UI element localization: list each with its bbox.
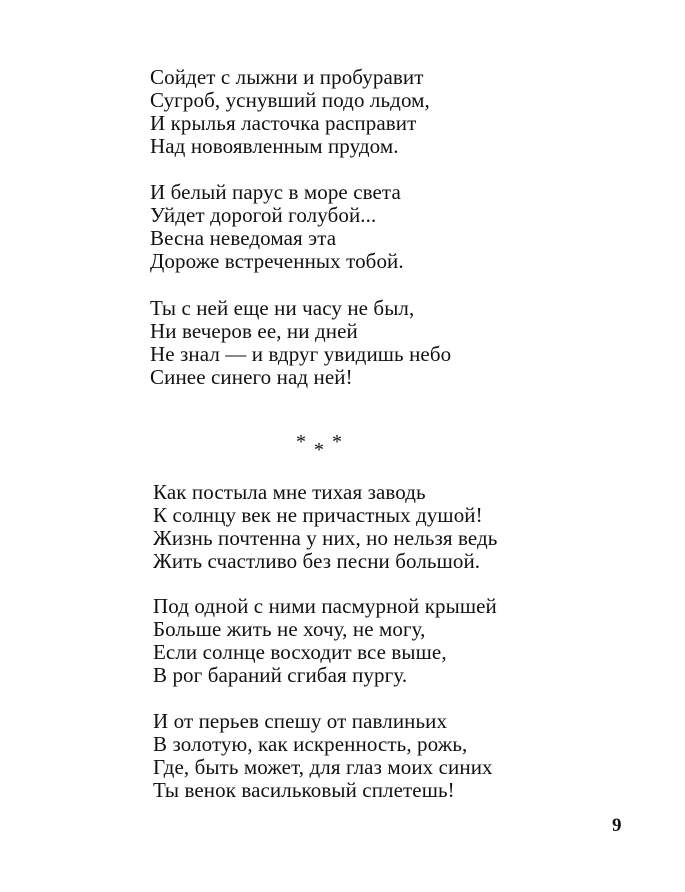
- poem-line: Сугроб, уснувший подо льдом,: [150, 88, 430, 112]
- poem-line: Над новоявленным прудом.: [150, 134, 399, 158]
- poem-line: Жить счастливо без песни большой.: [153, 549, 481, 573]
- poem-line: Весна неведомая эта: [150, 226, 337, 250]
- poem-line: Ты с ней еще ни часу не был,: [150, 296, 415, 320]
- poem1-stanza-2: [150, 181, 404, 273]
- asterisk: *: [314, 439, 324, 461]
- poem-line: Дороже встреченных тобой.: [150, 249, 404, 273]
- poem-line: И белый парус в море света: [150, 180, 401, 204]
- poem2-stanza-2: [153, 595, 497, 687]
- poem-line: Ты венок васильковый сплетешь!: [153, 778, 455, 802]
- poem-line: Жизнь почтенна у них, но нельзя ведь: [153, 526, 498, 550]
- poem2-stanza-1: [153, 481, 497, 573]
- poem-line: Сойдет с лыжни и пробуравит: [150, 65, 424, 89]
- poem-line: Уйдет дорогой голубой...: [150, 203, 377, 227]
- page-number: 9: [612, 815, 622, 836]
- poem2-stanza-3: [153, 710, 493, 802]
- poem1-stanza-1: [150, 66, 430, 158]
- poem-line: Где, быть может, для глаз моих синих: [153, 755, 493, 779]
- poem1-stanza-3: [150, 297, 451, 389]
- poem-line: В золотую, как искренность, рожь,: [153, 732, 468, 756]
- poem-line: Если солнце восходит все выше,: [153, 640, 447, 664]
- asterisk: *: [296, 431, 306, 453]
- poem-line: Как постыла мне тихая заводь: [153, 480, 426, 504]
- poem-line: Ни вечеров ее, ни дней: [150, 319, 358, 343]
- asterism-separator: [296, 431, 356, 461]
- poem-line: Больше жить не хочу, не могу,: [153, 617, 426, 641]
- poem-line: И от перьев спешу от павлиньих: [153, 709, 448, 733]
- poem-line: Не знал — и вдруг увидишь небо: [150, 342, 452, 366]
- poem-line: К солнцу век не причастных душой!: [153, 503, 483, 527]
- poem-line: Под одной с ними пасмурной крышей: [153, 594, 497, 618]
- poem-line: Синее синего над ней!: [150, 365, 353, 389]
- poem-line: И крылья ласточка расправит: [150, 111, 417, 135]
- poem-line: В рог бараний сгибая пургу.: [153, 663, 408, 687]
- asterisk: *: [332, 431, 342, 453]
